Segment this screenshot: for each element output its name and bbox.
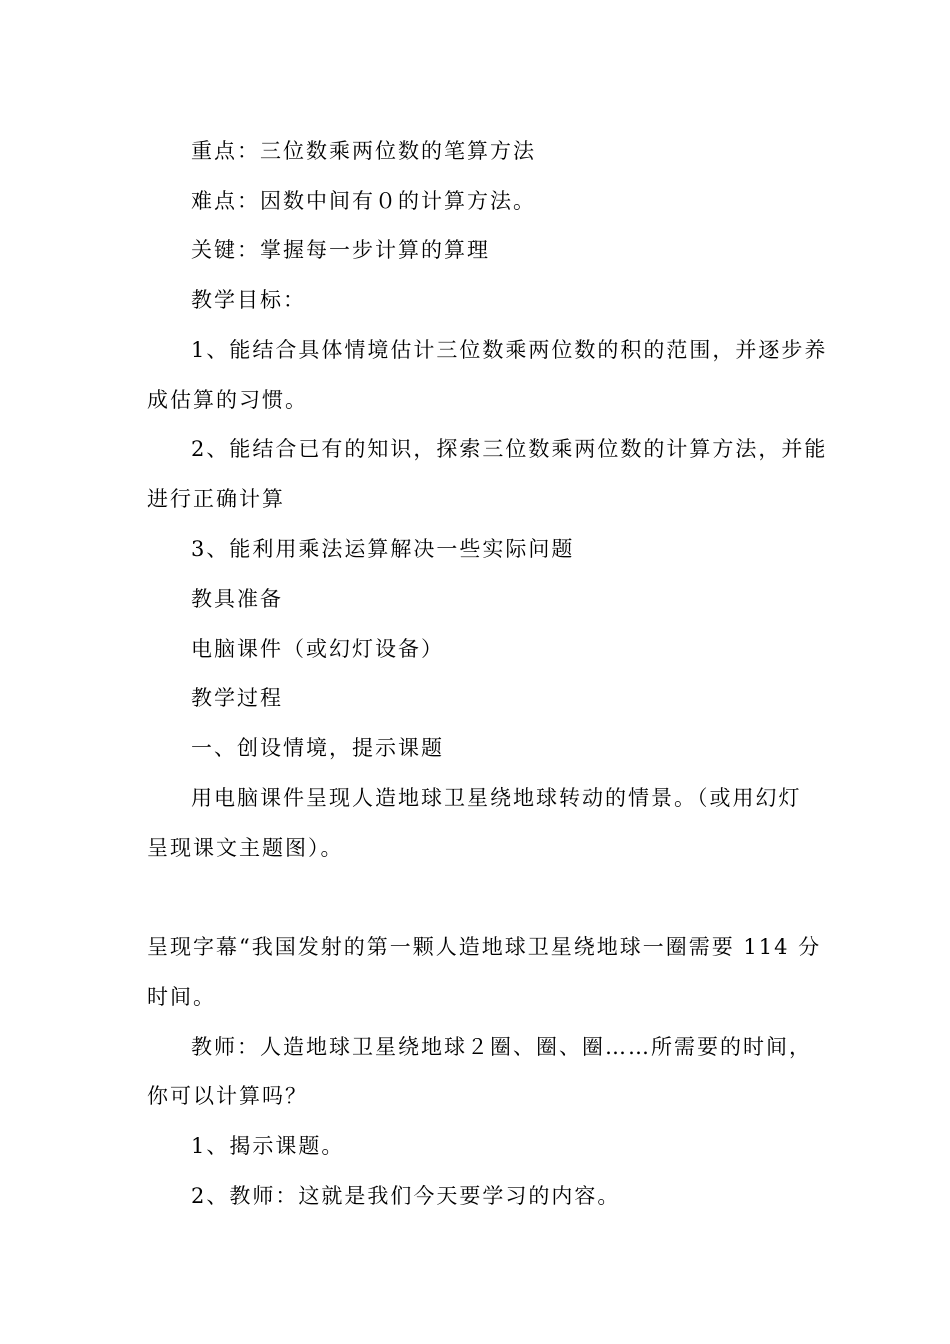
- key-line: 关键：掌握每一步计算的算理: [191, 238, 490, 262]
- objective-1-line-2: 成估算的习惯。: [147, 388, 308, 412]
- teacher-question-line-1: 教师：人造地球卫星绕地球２圈、圈、圈……所需要的时间，: [191, 1035, 812, 1059]
- difficulty-line: 难点：因数中间有０的计算方法。: [191, 189, 536, 213]
- subtitle-line-1: 呈现字幕“我国发射的第一颗人造地球卫星绕地球一圈需要 114 分: [147, 935, 822, 959]
- teacher-question-line-2: 你可以计算吗？: [147, 1084, 308, 1108]
- objective-2-line-2: 进行正确计算: [147, 487, 285, 511]
- reveal-topic-line: 1、揭示课题。: [191, 1134, 345, 1158]
- scene-line-2: 呈现课文主题图）。: [147, 836, 344, 860]
- objective-3-line: 3、能利用乘法运算解决一些实际问题: [191, 537, 575, 561]
- process-heading: 教学过程: [191, 686, 283, 710]
- scene-line-1: 用电脑课件呈现人造地球卫星绕地球转动的情景。（或用幻灯: [191, 786, 802, 810]
- materials-heading: 教具准备: [191, 587, 283, 611]
- section-1-heading: 一、创设情境，提示课题: [191, 736, 444, 760]
- objective-1-line-1: 1、能结合具体情境估计三位数乘两位数的积的范围，并逐步养: [191, 338, 828, 362]
- key-point-line: 重点：三位数乘两位数的笔算方法: [191, 139, 536, 163]
- objective-2-line-1: 2、能结合已有的知识，探索三位数乘两位数的计算方法，并能: [191, 437, 828, 461]
- objectives-heading: 教学目标：: [191, 288, 306, 312]
- subtitle-line-2: 时间。: [147, 985, 216, 1009]
- teacher-content-line: 2、教师：这就是我们今天要学习的内容。: [191, 1184, 621, 1208]
- materials-line: 电脑课件（或幻灯设备）: [191, 637, 444, 661]
